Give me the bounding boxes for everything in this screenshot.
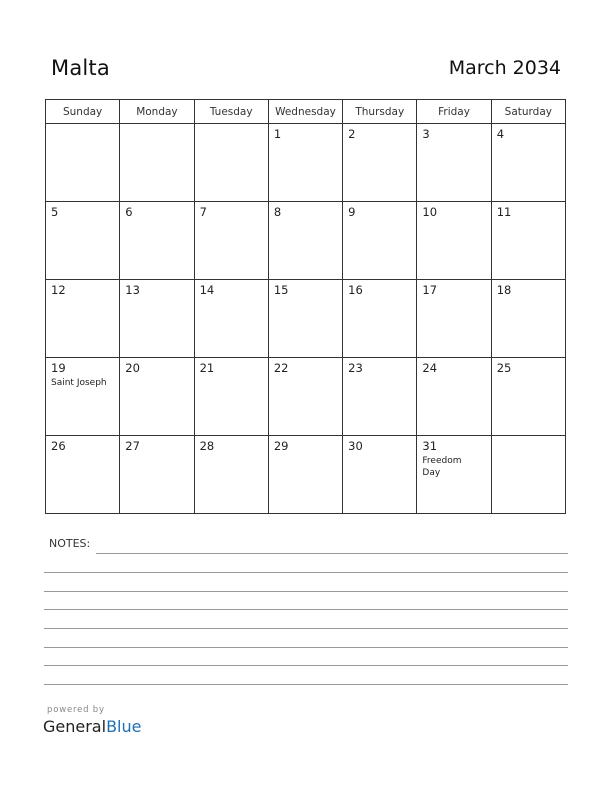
notes-line (44, 684, 568, 685)
day-number: 7 (199, 205, 207, 219)
day-cell (417, 436, 491, 514)
day-number: 8 (273, 205, 282, 219)
day-number: 6 (125, 205, 133, 219)
day-number: 29 (273, 439, 289, 453)
day-number: 3 (422, 127, 430, 141)
week-row (46, 436, 566, 514)
weekday-header: Saturday (491, 100, 565, 124)
day-number: 10 (422, 205, 438, 219)
brand-name-part1: General (43, 717, 107, 736)
day-cell (194, 436, 268, 514)
day-cell (491, 202, 565, 280)
day-cell (194, 124, 268, 202)
week-row (46, 358, 566, 436)
day-cell (268, 280, 342, 358)
day-number: 22 (273, 361, 289, 375)
weekday-header-row (46, 100, 566, 124)
day-cell (417, 202, 491, 280)
day-number: 13 (125, 283, 140, 297)
day-cell (343, 436, 417, 514)
day-number: 17 (422, 283, 438, 297)
week-row (46, 202, 566, 280)
weekday-header: Wednesday (268, 100, 342, 124)
day-number: 26 (51, 439, 66, 453)
day-cell (120, 202, 194, 280)
day-cell (343, 358, 417, 436)
day-cell (268, 436, 342, 514)
day-number (492, 436, 565, 440)
weekday-header: Friday (417, 100, 491, 124)
day-cell (194, 358, 268, 436)
weekday-header: Sunday (46, 100, 120, 124)
day-number: 16 (348, 283, 363, 297)
day-number: 2 (348, 127, 356, 141)
day-cell (417, 124, 491, 202)
week-row (46, 124, 566, 202)
day-number: 12 (51, 283, 66, 297)
notes-line (44, 647, 568, 648)
country-title: Malta (51, 56, 110, 80)
notes-line (44, 572, 568, 573)
weekday-header: Monday (120, 100, 194, 124)
day-number: 19 (51, 361, 66, 375)
day-number (46, 124, 119, 128)
day-cell (417, 280, 491, 358)
brand-logo (43, 717, 141, 736)
day-cell (120, 124, 194, 202)
day-cell (491, 124, 565, 202)
day-cell (268, 358, 342, 436)
notes-line (96, 553, 568, 554)
day-cell (46, 436, 120, 514)
day-number: 5 (51, 205, 59, 219)
day-cell (120, 436, 194, 514)
day-cell (46, 124, 120, 202)
day-number: 28 (199, 439, 215, 453)
day-cell (120, 358, 194, 436)
notes-line (44, 628, 568, 629)
day-number: 1 (273, 127, 282, 141)
day-number: 9 (348, 205, 356, 219)
day-cell (343, 124, 417, 202)
day-number: 14 (199, 283, 215, 297)
day-cell (343, 202, 417, 280)
day-cell (194, 202, 268, 280)
day-number: 18 (496, 283, 512, 297)
day-cell (268, 202, 342, 280)
day-number: 23 (348, 361, 363, 375)
day-number (120, 124, 193, 128)
day-number: 21 (199, 361, 215, 375)
day-cell (343, 280, 417, 358)
holiday-label: Saint Joseph (51, 378, 107, 388)
calendar-grid (45, 99, 566, 514)
day-cell (491, 280, 565, 358)
notes-line (44, 665, 568, 666)
day-cell (194, 280, 268, 358)
day-cell (491, 436, 565, 514)
day-cell (120, 280, 194, 358)
day-number: 20 (125, 361, 140, 375)
notes-line (44, 609, 568, 610)
day-number: 11 (496, 205, 512, 219)
day-cell (46, 202, 120, 280)
day-number: 30 (348, 439, 363, 453)
day-cell (46, 280, 120, 358)
day-cell (268, 124, 342, 202)
day-cell (417, 358, 491, 436)
day-cell (491, 358, 565, 436)
notes-label: NOTES: (49, 537, 91, 550)
day-number: 24 (422, 361, 438, 375)
powered-by-text: powered by (47, 705, 105, 715)
day-cell (46, 358, 120, 436)
week-row (46, 280, 566, 358)
day-number: 4 (496, 127, 505, 141)
day-number: 27 (125, 439, 140, 453)
day-number: 31 (422, 439, 438, 453)
weekday-header: Tuesday (194, 100, 268, 124)
brand-name-part2: Blue (106, 717, 142, 736)
holiday-label: Freedom Day (422, 456, 462, 478)
month-year-title: March 2034 (448, 57, 561, 79)
day-number: 15 (273, 283, 289, 297)
notes-line (44, 591, 568, 592)
weekday-header: Thursday (343, 100, 417, 124)
day-number: 25 (496, 361, 512, 375)
day-number (195, 124, 268, 128)
